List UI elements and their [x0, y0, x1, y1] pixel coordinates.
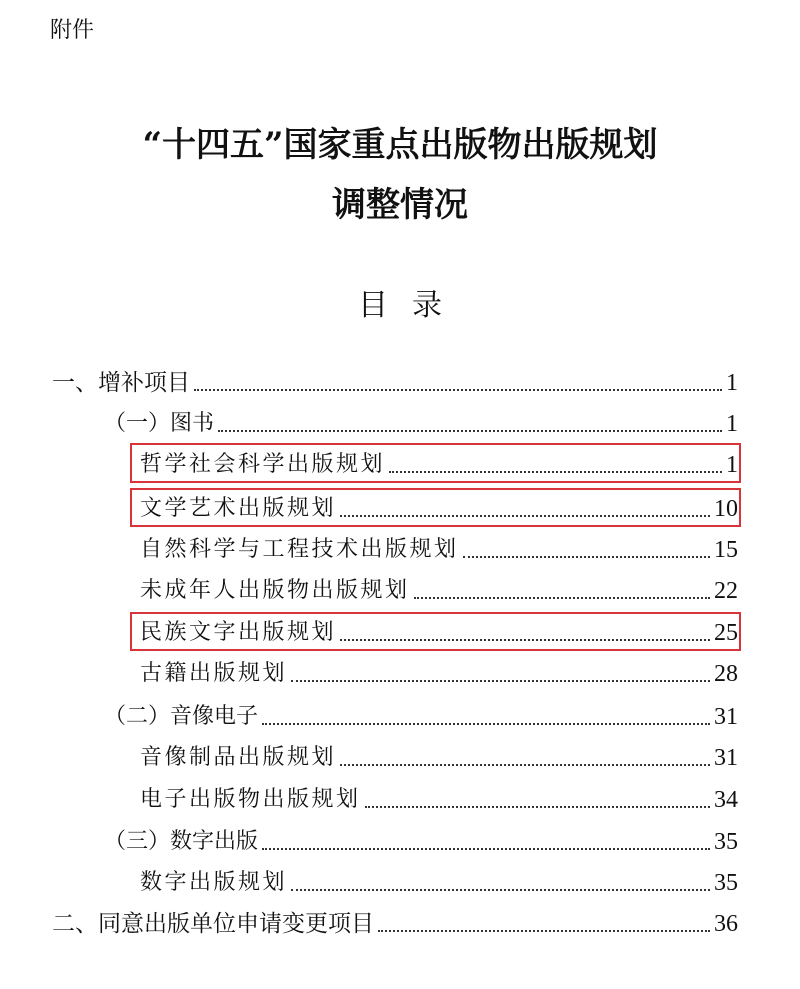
- toc-entry-label: （三）数字出版: [104, 829, 259, 854]
- toc-page-number: 10: [714, 496, 738, 522]
- toc-page-number: 35: [714, 829, 738, 855]
- toc-dot-leader: [218, 430, 722, 432]
- toc-entry-label: 二、同意出版单位申请变更项目: [52, 911, 374, 937]
- toc-entry-literature-art[interactable]: [140, 490, 738, 524]
- toc-dot-leader: [340, 515, 710, 517]
- toc-page-number: 35: [714, 870, 738, 896]
- toc-dot-leader: [291, 680, 710, 682]
- toc-entry-label: 自然科学与工程技术出版规划: [140, 537, 459, 562]
- toc-dot-leader: [291, 889, 710, 891]
- toc-entry-digital-publishing[interactable]: [104, 823, 738, 857]
- toc-dot-leader: [340, 639, 710, 641]
- attachment-label: 附件: [50, 18, 95, 43]
- toc-entry-philosophy-social-sciences[interactable]: [140, 446, 738, 480]
- toc-dot-leader: [365, 806, 710, 808]
- document-title-line-1: “十四五”国家重点出版物出版规划: [142, 125, 658, 165]
- toc-dot-leader: [262, 848, 710, 850]
- toc-entry-label: 电子出版物出版规划: [140, 787, 361, 812]
- toc-entry-digital-publishing-plan[interactable]: [140, 864, 738, 898]
- toc-page-number: 25: [714, 620, 738, 646]
- toc-page-number: 31: [714, 704, 738, 730]
- toc-entry-label: （一）图书: [104, 411, 215, 436]
- toc-dot-leader: [378, 930, 710, 932]
- toc-dot-leader: [194, 389, 722, 391]
- toc-entry-label: 数字出版规划: [140, 870, 288, 895]
- toc-heading: 目录: [358, 288, 466, 323]
- toc-entry-change-applications[interactable]: [52, 905, 738, 939]
- toc-page-number: 34: [714, 787, 738, 813]
- toc-dot-leader: [262, 723, 710, 725]
- toc-page-number: 1: [726, 411, 738, 437]
- toc-entry-audio-video-products[interactable]: [140, 739, 738, 773]
- toc-page-number: 31: [714, 745, 738, 771]
- toc-dot-leader: [340, 764, 710, 766]
- toc-page-number: 28: [714, 661, 738, 687]
- toc-entry-label: 未成年人出版物出版规划: [140, 578, 410, 603]
- toc-entry-ancient-books[interactable]: [140, 655, 738, 689]
- toc-entry-label: 古籍出版规划: [140, 661, 288, 686]
- toc-entry-label: 哲学社会科学出版规划: [140, 452, 386, 477]
- toc-entry-audio-video-electronic[interactable]: [104, 698, 738, 732]
- toc-entry-supplementary-projects[interactable]: [52, 364, 738, 398]
- toc-page-number: 15: [714, 537, 738, 563]
- toc-entry-label: 文学艺术出版规划: [140, 496, 337, 521]
- toc-entry-minors-publications[interactable]: [140, 572, 738, 606]
- toc-dot-leader: [414, 597, 710, 599]
- toc-page-number: 1: [726, 370, 738, 396]
- document-title-line-2: 调整情况: [332, 185, 468, 225]
- toc-page-number: 36: [714, 911, 738, 937]
- toc-entry-label: 一、增补项目: [52, 370, 190, 396]
- toc-entry-natural-science-engineering[interactable]: [140, 531, 738, 565]
- toc-entry-label: 民族文字出版规划: [140, 620, 337, 645]
- toc-page-number: 22: [714, 578, 738, 604]
- toc-entry-label: （二）音像电子: [104, 704, 259, 729]
- toc-dot-leader: [463, 556, 710, 558]
- toc-page-number: 1: [726, 452, 738, 478]
- toc-entry-ethnic-scripts[interactable]: [140, 614, 738, 648]
- toc-entry-electronic-publications[interactable]: [140, 781, 738, 815]
- toc-dot-leader: [389, 471, 722, 473]
- toc-entry-label: 音像制品出版规划: [140, 745, 337, 770]
- toc-entry-books[interactable]: [104, 405, 738, 439]
